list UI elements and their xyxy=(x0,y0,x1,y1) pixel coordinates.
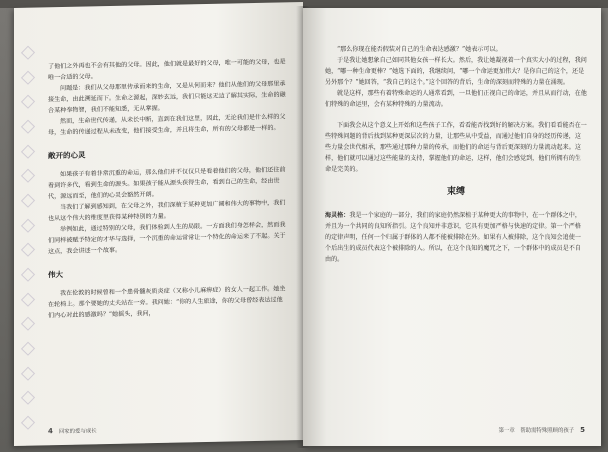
ornament-diamond-icon xyxy=(21,95,35,109)
paragraph: 于是我让她想象自己如同其他女孩一样长大。然后，我让她凝视着一个真实大小的过程，我问她，“哪一种生命更棒？”她选下面的，我继续问，“哪一个命运更加伟大？是你自己的这个，还是另外那个？”她回答，“我自己的这个。”这个回答的背后，生命的深刻而特殊的力量在涌现。 xyxy=(325,57,587,86)
section-heading: 敞开的心灵 xyxy=(48,150,86,161)
section-heading: 伟大 xyxy=(48,269,63,280)
ornament-diamond-icon xyxy=(21,243,35,257)
ornament-diamond-icon xyxy=(21,317,35,331)
right-page-body xyxy=(325,44,587,265)
ornament-diamond-icon xyxy=(21,292,35,306)
right-page-footer xyxy=(499,426,585,434)
paragraph: 当我们了解到感知到，在父母之外，我们深植于某种更加广阔和伟大的事物中，我们也从这个伟大的维度里获得某种特别的力量。 xyxy=(48,199,286,223)
ornament-diamond-icon xyxy=(21,120,35,134)
page-number: 4 xyxy=(48,427,53,436)
paragraph: 了他们之外再也不会有其他的父母。因此，他们就是最好的父母，唯一可能的父母，也是唯一合适的父母。 xyxy=(48,58,286,82)
left-page-ornament-border xyxy=(20,48,36,428)
section-heading: 束缚 xyxy=(446,187,465,197)
running-title: 第一章 帮助需特殊照顾的孩子 xyxy=(498,428,575,434)
paragraph: 如果孩子有着非常沉重的命运，那么他们并不仅仅只是看着他们的父母，他们还往前看到许多代，看到生命的源头。如果孩子能从源头获得生命，看到自己的生命，经由世代，源远而至，他们的心灵会豁然开朗。 xyxy=(48,166,286,201)
dialogue-text: 我是一个家庭的一部分，我们的家庭仍然深植于某种更大的事物中，在一个群体之中，并且为一个共同的良知所指引。这个良知并非意识，它具有更加严格与快速的定律。第一个严格的定律声明，任何一个归属于群体的人都不能被排除在外。如果有人被排除，这个良知会追使一个后出生的成员代表这个被排除的人。所以，在这个良知的魔咒之下，一个群体中的成员是不自由的。 xyxy=(325,212,581,263)
left-page-body xyxy=(48,56,288,321)
ornament-diamond-icon xyxy=(21,70,35,84)
ornament-diamond-icon xyxy=(21,415,35,429)
ornament-diamond-icon xyxy=(21,218,35,232)
left-page xyxy=(14,2,303,446)
paragraph: 就是这样，那些有着特殊命运的人通常看到，一旦他们正视自己的命运，并且从而行动，在他们特殊的命运里，会有某种特殊的力量流动。 xyxy=(325,90,587,108)
ornament-diamond-icon xyxy=(21,366,35,380)
speaker-label: 海灵格： xyxy=(325,212,350,219)
paragraph: “那么你现在能否假装对自己的生命表达感激？”她表示可以。 xyxy=(337,46,502,53)
ornament-diamond-icon xyxy=(21,342,35,356)
ornament-diamond-icon xyxy=(21,194,35,208)
ornament-diamond-icon xyxy=(21,268,35,282)
ornament-diamond-icon xyxy=(21,144,35,158)
ornament-diamond-icon xyxy=(21,46,35,60)
page-number: 5 xyxy=(580,426,585,434)
dialogue-paragraph xyxy=(325,210,587,265)
paragraph: 下面我会从这个意义上开始和这些孩子工作，看看能否找到好的解决方案。我们看看能否在一些特殊问题的背后找到某种更深层次的力量，让那些从中受益，而通过他们自身的经历传递，这些力量会世代相承，那些通过那种力量的传承，而他们的命运与背后更深刻的力量流动起来。这样，他们就可以通过这些能量的支持，掌握他们的命运，这样，他们会感觉到，他们所拥有的生命是完美的。 xyxy=(325,122,587,173)
paragraph: 问题是：我们从父母那里传承而来的生命，又是从何而来？他们从他们的父母那里承接生命，由此溯延而下。生命之源起，深妙玄远，我们只能这无边了解其实际，生命的融合某种奉物智，我们不能知悉，无从掌握。 xyxy=(48,80,286,115)
ornament-diamond-icon xyxy=(21,169,35,183)
right-page xyxy=(303,8,601,446)
left-page-footer xyxy=(48,426,97,435)
paragraph: 举例如此，通过特别的父母，我们体验到人生的局限。一方面我们身怎样会，然而我们同样被赋予特定的才华与选择，一个沉重的命运常常让一个特化的命运来了不起。关于这点，我会讲述一个故事。 xyxy=(48,221,286,256)
running-title: 回家的爱与成长 xyxy=(58,428,97,436)
ornament-diamond-icon xyxy=(21,391,35,405)
paragraph: 我在伦敦的时候曾和一个患骨髓灰质炎症（又称小儿麻痹症）的女人一起工作。她坐在轮椅上。那个要她的丈夫站在一旁。我问她：“你的人生旅途，你的父母曾经表达过他们内心对此的感激吗？”她摇头，我问， xyxy=(48,285,286,320)
paragraph: 然而，生命世代传递，从未长中断，直到在我们这里，因此，无论我们是什么样的父母，生命的传递过程从未改变，他们接受生命，并且将生命，所有的父母都是一样的。 xyxy=(48,113,286,137)
